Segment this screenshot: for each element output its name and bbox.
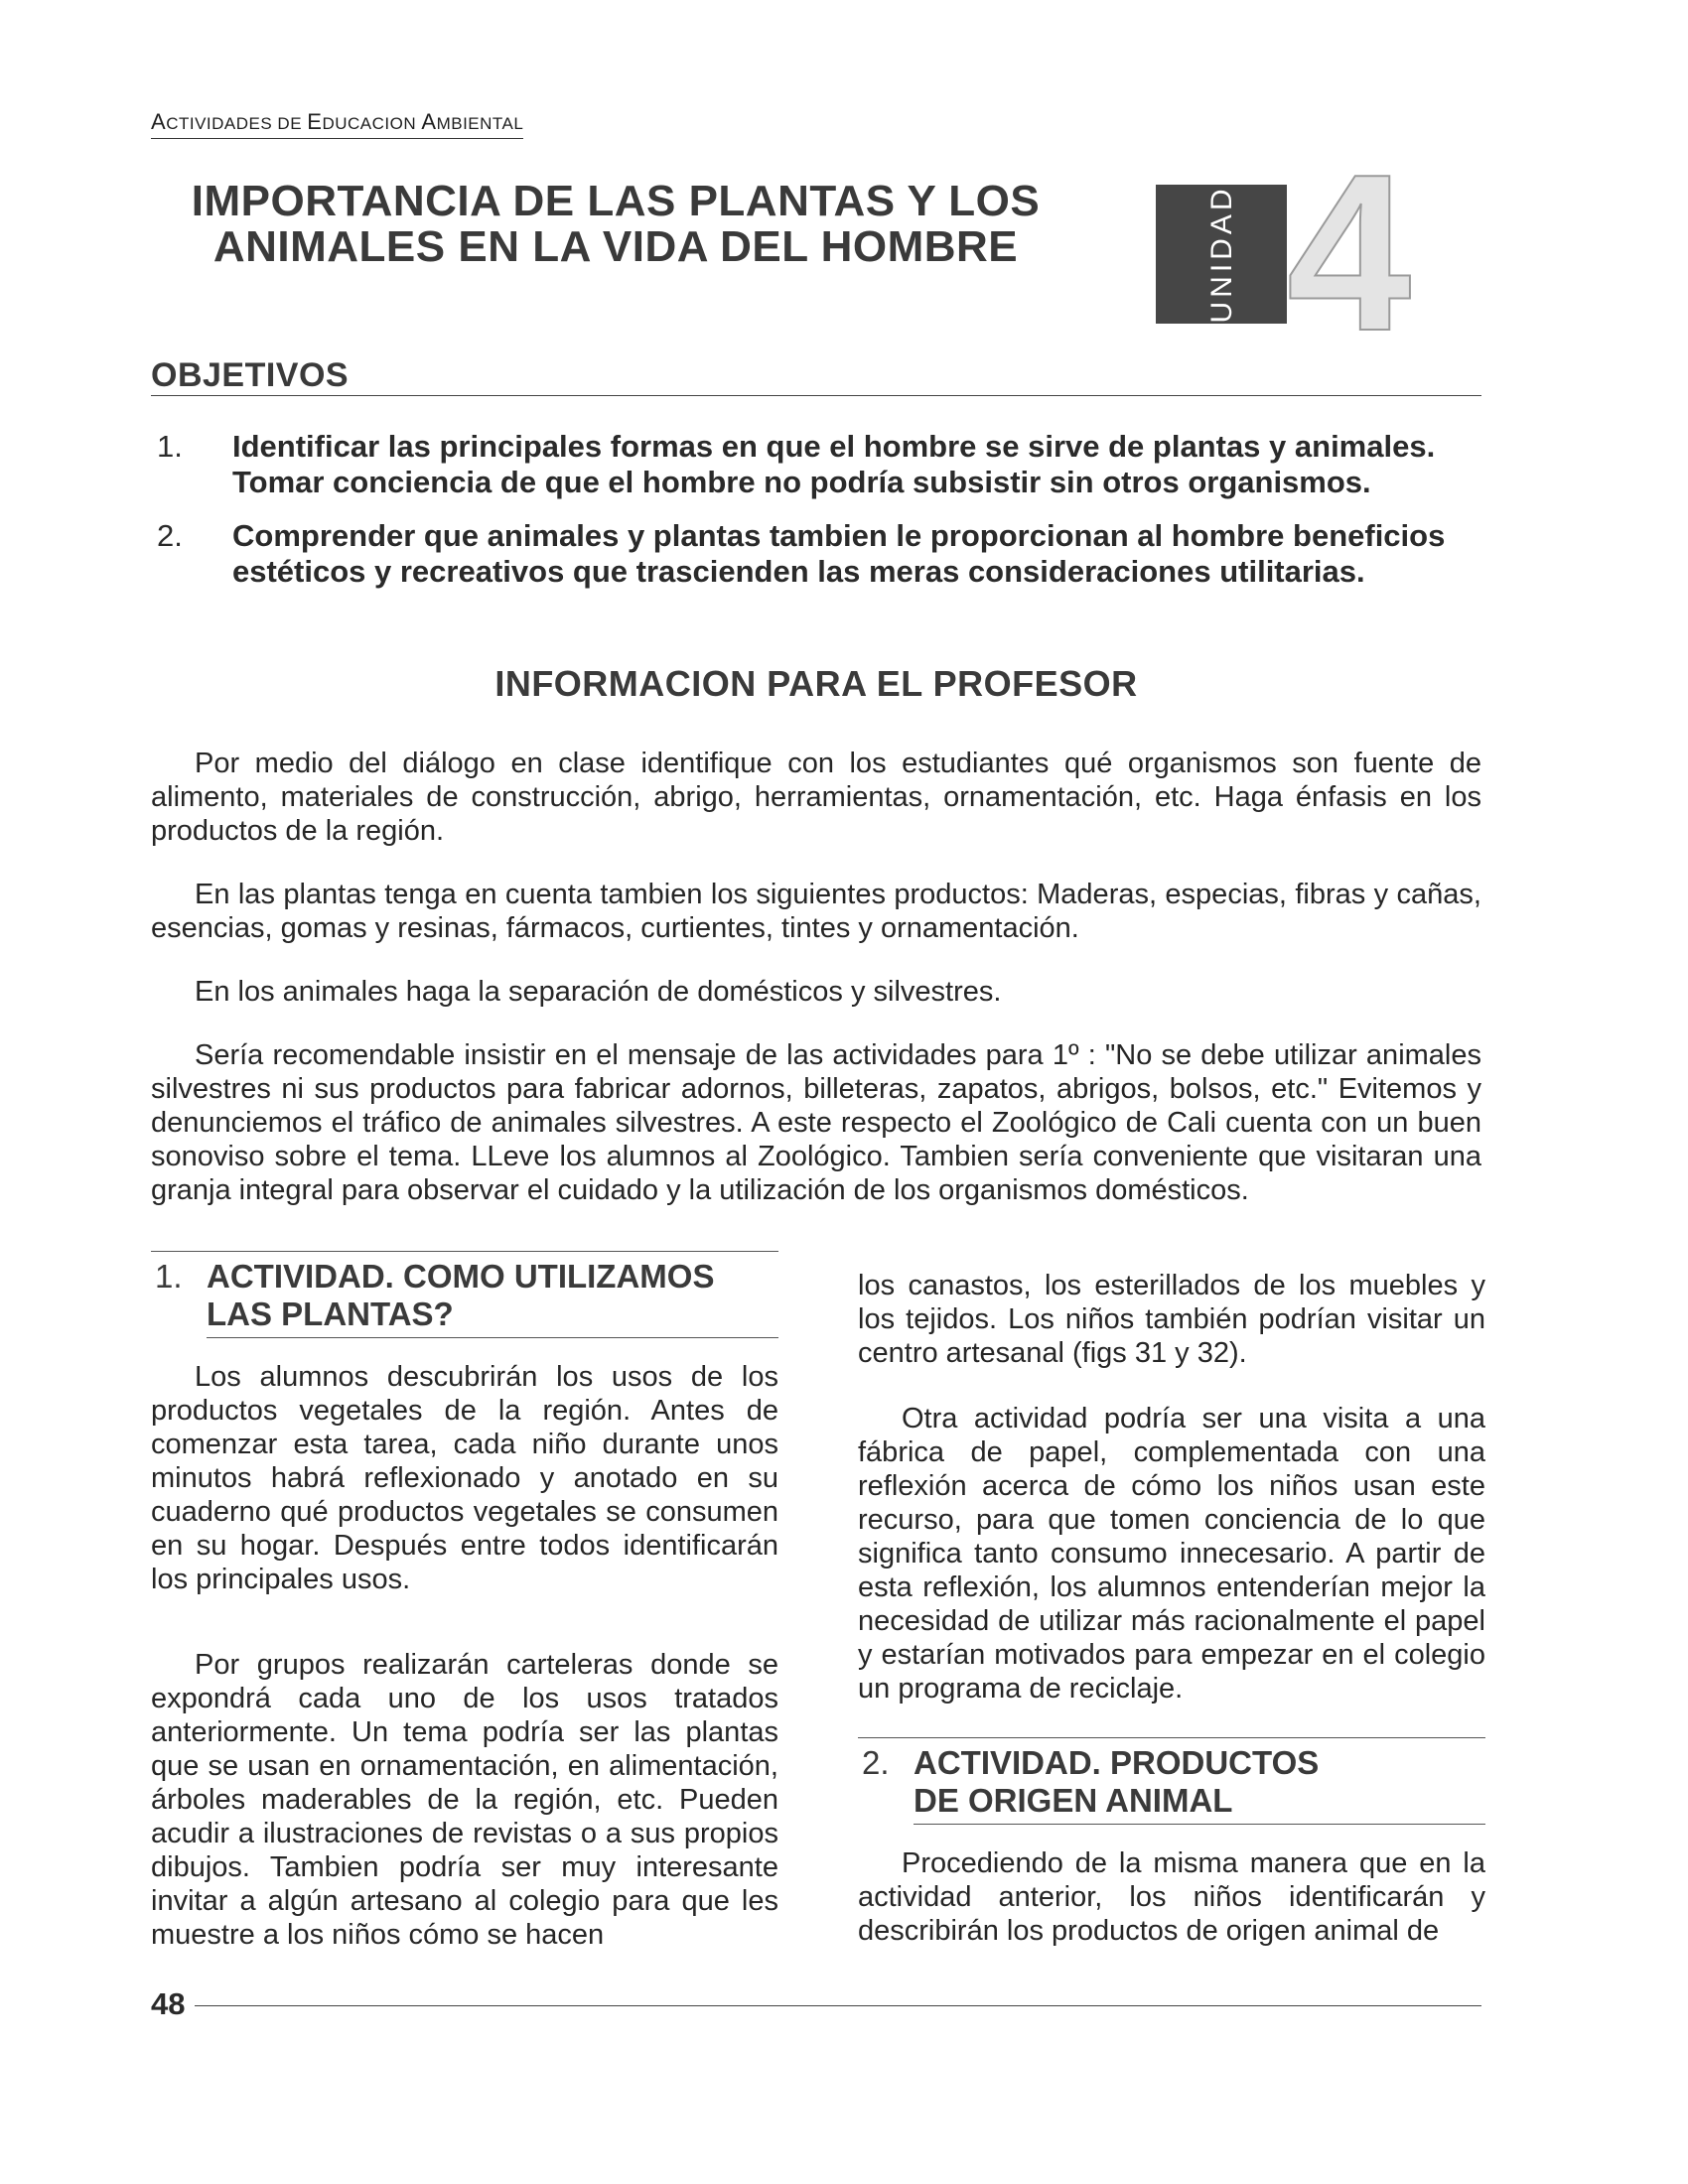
running-header-cap-1: A bbox=[151, 109, 167, 134]
activity-2-number: 2. bbox=[862, 1744, 890, 1781]
activity-1-title-line-1: ACTIVIDAD. COMO UTILIZAMOS bbox=[207, 1258, 715, 1295]
running-header-rest-1: CTIVIDADES DE bbox=[166, 114, 308, 133]
footer-divider bbox=[195, 2005, 1481, 2006]
activity-2-top-rule bbox=[858, 1737, 1485, 1738]
teacher-info-paragraph-2: En las plantas tenga en cuenta tambien los siguientes productos: Maderas, especias, fibras y cañas, esencias, gomas y resinas, fármacos, curtientes, tintes y ornamentación. bbox=[151, 879, 1481, 944]
activity-1-paragraph-2: Por grupos realizarán carteleras donde se expondrá cada uno de los usos tratados anteriormente. Un tema podría ser las plantas que se usan en ornamentación, en alimentación, árboles maderables de la región, etc. Pueden acudir a ilustraciones de revistas o a sus propios dibujos. Tambien podría ser muy interesante invitar a algún artesano al colegio para que les muestre a los niños cómo se hacen bbox=[151, 1649, 778, 1951]
right-column bbox=[858, 1269, 1485, 1948]
activity-2-heading-block bbox=[858, 1737, 1485, 1825]
teacher-info-heading: INFORMACION PARA EL PROFESOR bbox=[494, 663, 1138, 704]
left-column bbox=[151, 1251, 778, 1952]
running-header-cap-3: A bbox=[421, 109, 437, 134]
teacher-info-paragraph-4: Sería recomendable insistir en el mensaje de las actividades para 1º : "No se debe utilizar animales silvestres ni sus productos para fabricar adornos, billeteras, zapatos, abrigos, bolsos, etc." Evitemos y denunciemos el tráfico de animales silvestres. A este respecto el Zoológico de Cali cuenta con un buen sonoviso sobre el tema. LLeve los alumnos al Zoológico. Tambien sería conveniente que visitaran una granja integral para observar el cuidado y la utilización de los organismos domésticos. bbox=[151, 1039, 1481, 1206]
objectives-list bbox=[151, 429, 1501, 608]
unit-label: UNIDAD bbox=[1205, 185, 1238, 324]
teacher-info-body bbox=[151, 747, 1481, 1237]
activity-2-bottom-rule bbox=[914, 1824, 1485, 1825]
running-header-rest-3: MBIENTAL bbox=[436, 114, 524, 133]
page-title bbox=[149, 179, 1082, 270]
right-column-paragraph-1: los canastos, los esterillados de los muebles y los tejidos. Los niños también podrían visitar un centro artesanal (figs 31 y 32). bbox=[858, 1270, 1485, 1369]
page-title-line-1: IMPORTANCIA DE LAS PLANTAS Y LOS bbox=[191, 177, 1041, 225]
activity-1-top-rule bbox=[151, 1251, 778, 1252]
activity-1-bottom-rule bbox=[207, 1337, 778, 1338]
activity-1-number: 1. bbox=[155, 1258, 183, 1295]
running-header bbox=[151, 109, 523, 139]
activity-2-title-line-1: ACTIVIDAD. PRODUCTOS bbox=[914, 1744, 1320, 1781]
activity-1-title bbox=[151, 1258, 778, 1333]
teacher-info-paragraph-1: Por medio del diálogo en clase identifique con los estudiantes qué organismos son fuente de alimento, materiales de construcción, abrigo, herramientas, ornamentación, etc. Haga énfasis en los productos de la región. bbox=[151, 748, 1481, 847]
objectives-divider bbox=[151, 395, 1481, 396]
objective-number-1: 1. bbox=[157, 429, 183, 464]
unit-badge bbox=[1156, 185, 1287, 324]
objectives-heading: OBJETIVOS bbox=[151, 356, 350, 394]
running-header-rest-2: DUCACION bbox=[322, 114, 422, 133]
teacher-info-paragraph-3: En los animales haga la separación de domésticos y silvestres. bbox=[195, 976, 1002, 1008]
activity-2-title-line-2: DE ORIGEN ANIMAL bbox=[914, 1782, 1233, 1819]
right-column-paragraph-2: Otra actividad podría ser una visita a una fábrica de papel, complementada con una reflexión acerca de cómo los niños usan este recurso, para que tomen conciencia de lo que significa tanto consumo innecesario. A partir de esta reflexión, los alumnos entenderían mejor la necesidad de utilizar más racionalmente el papel y estarían motivados para empezar en el colegio un programa de reciclaje. bbox=[858, 1403, 1485, 1705]
objective-item-1 bbox=[151, 429, 1501, 500]
activity-1-title-line-2: LAS PLANTAS? bbox=[207, 1296, 454, 1332]
objective-text-1: Identificar las principales formas en que el hombre se sirve de plantas y animales. Tomar conciencia de que el hombre no podría subsistir sin otros organismos. bbox=[232, 429, 1436, 499]
page-title-line-2: ANIMALES EN LA VIDA DEL HOMBRE bbox=[212, 222, 1019, 271]
page-number: 48 bbox=[151, 1986, 186, 2021]
objective-number-2: 2. bbox=[157, 518, 183, 553]
objective-item-2 bbox=[151, 518, 1501, 590]
objective-text-2: Comprender que animales y plantas tambien le proporcionan al hombre beneficios estéticos y recreativos que trascienden las meras consideraciones utilitarias. bbox=[232, 518, 1446, 589]
activity-1-heading-block bbox=[151, 1251, 778, 1338]
activity-2-title bbox=[858, 1744, 1485, 1820]
activity-1-paragraph-1: Los alumnos descubrirán los usos de los productos vegetales de la región. Antes de comenzar esta tarea, cada niño durante unos minutos habrá reflexionado y anotado en su cuaderno qué productos vegetales se consumen en su hogar. Después entre todos identificarán los principales usos. bbox=[151, 1361, 778, 1595]
unit-number: 4 bbox=[1287, 127, 1412, 377]
running-header-cap-2: E bbox=[307, 109, 323, 134]
activity-2-paragraph-1: Procediendo de la misma manera que en la actividad anterior, los niños identificarán y describirán los productos de origen animal de bbox=[858, 1847, 1485, 1947]
